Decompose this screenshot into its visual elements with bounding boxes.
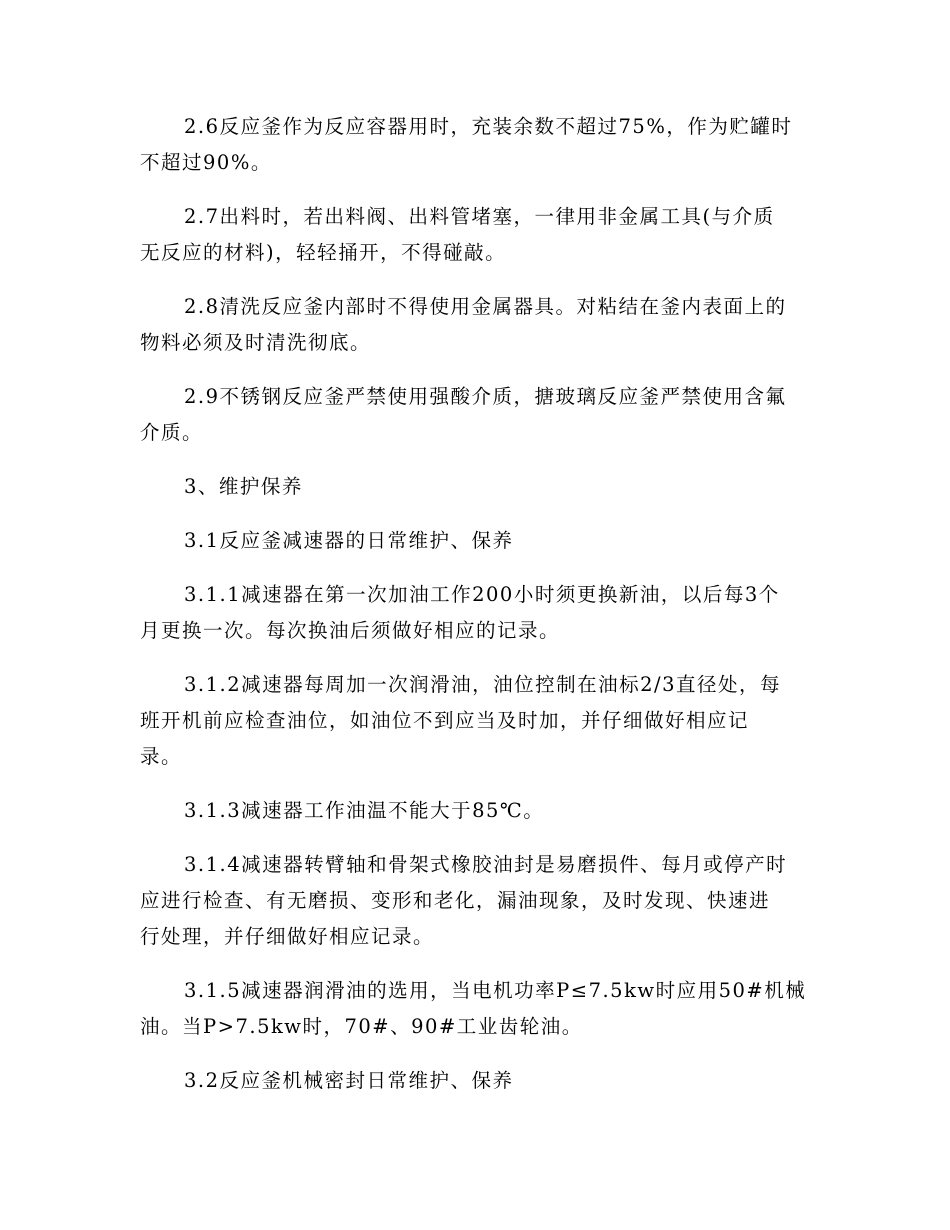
section-3-1-heading: 3.1反应釜减速器的日常维护、保养 (184, 529, 514, 552)
paragraph-3-1-4-line-1: 3.1.4减速器转臂轴和骨架式橡胶油封是易磨损件、每月或停产时 (184, 853, 788, 876)
paragraph-3-1-5-line-2: 油。当P>7.5kw时，70#、90#工业齿轮油。 (140, 1015, 583, 1038)
paragraph-2-7-line-2: 无反应的材料)，轻轻捅开，不得碰敲。 (140, 241, 507, 264)
paragraph-3-1-3: 3.1.3减速器工作油温不能大于85℃。 (184, 799, 545, 822)
paragraph-3-1-2-line-2: 班开机前应检查油位，如油位不到应当及时加，并仔细做好相应记 (140, 709, 750, 732)
paragraph-2-6-line-2: 不超过90%。 (140, 151, 272, 174)
paragraph-3-1-1-line-1: 3.1.1减速器在第一次加油工作200小时须更换新油，以后每3个 (184, 583, 780, 606)
paragraph-3-1-2-line-1: 3.1.2减速器每周加一次润滑油，油位控制在油标2/3直径处，每 (184, 673, 781, 696)
paragraph-2-8-line-1: 2.8清洗反应釜内部时不得使用金属器具。对粘结在釜内表面上的 (184, 295, 787, 318)
paragraph-3-1-2-line-3: 录。 (140, 745, 183, 768)
paragraph-3-1-4-line-2: 应进行检查、有无磨损、变形和老化，漏油现象，及时发现、快速进 (140, 889, 771, 912)
paragraph-2-9-line-1: 2.9不锈钢反应釜严禁使用强酸介质，搪玻璃反应釜严禁使用含氟 (184, 385, 787, 408)
paragraph-3-1-5-line-1: 3.1.5减速器润滑油的选用，当电机功率P≤7.5kw时应用50#机械 (184, 979, 807, 1002)
paragraph-2-9-line-2: 介质。 (140, 421, 204, 444)
paragraph-3-1-1-line-2: 月更换一次。每次换油后须做好相应的记录。 (140, 619, 561, 642)
paragraph-2-6-line-1: 2.6反应釜作为反应容器用时，充装余数不超过75%，作为贮罐时 (184, 115, 793, 138)
paragraph-2-7-line-1: 2.7出料时，若出料阀、出料管堵塞，一律用非金属工具(与介质 (184, 205, 775, 228)
paragraph-3-1-4-line-3: 行处理，并仔细做好相应记录。 (140, 925, 435, 948)
paragraph-2-8-line-2: 物料必须及时清洗彻底。 (140, 331, 372, 354)
section-3-2-heading: 3.2反应釜机械密封日常维护、保养 (184, 1069, 514, 1092)
section-3-heading: 3、维护保养 (184, 475, 303, 498)
